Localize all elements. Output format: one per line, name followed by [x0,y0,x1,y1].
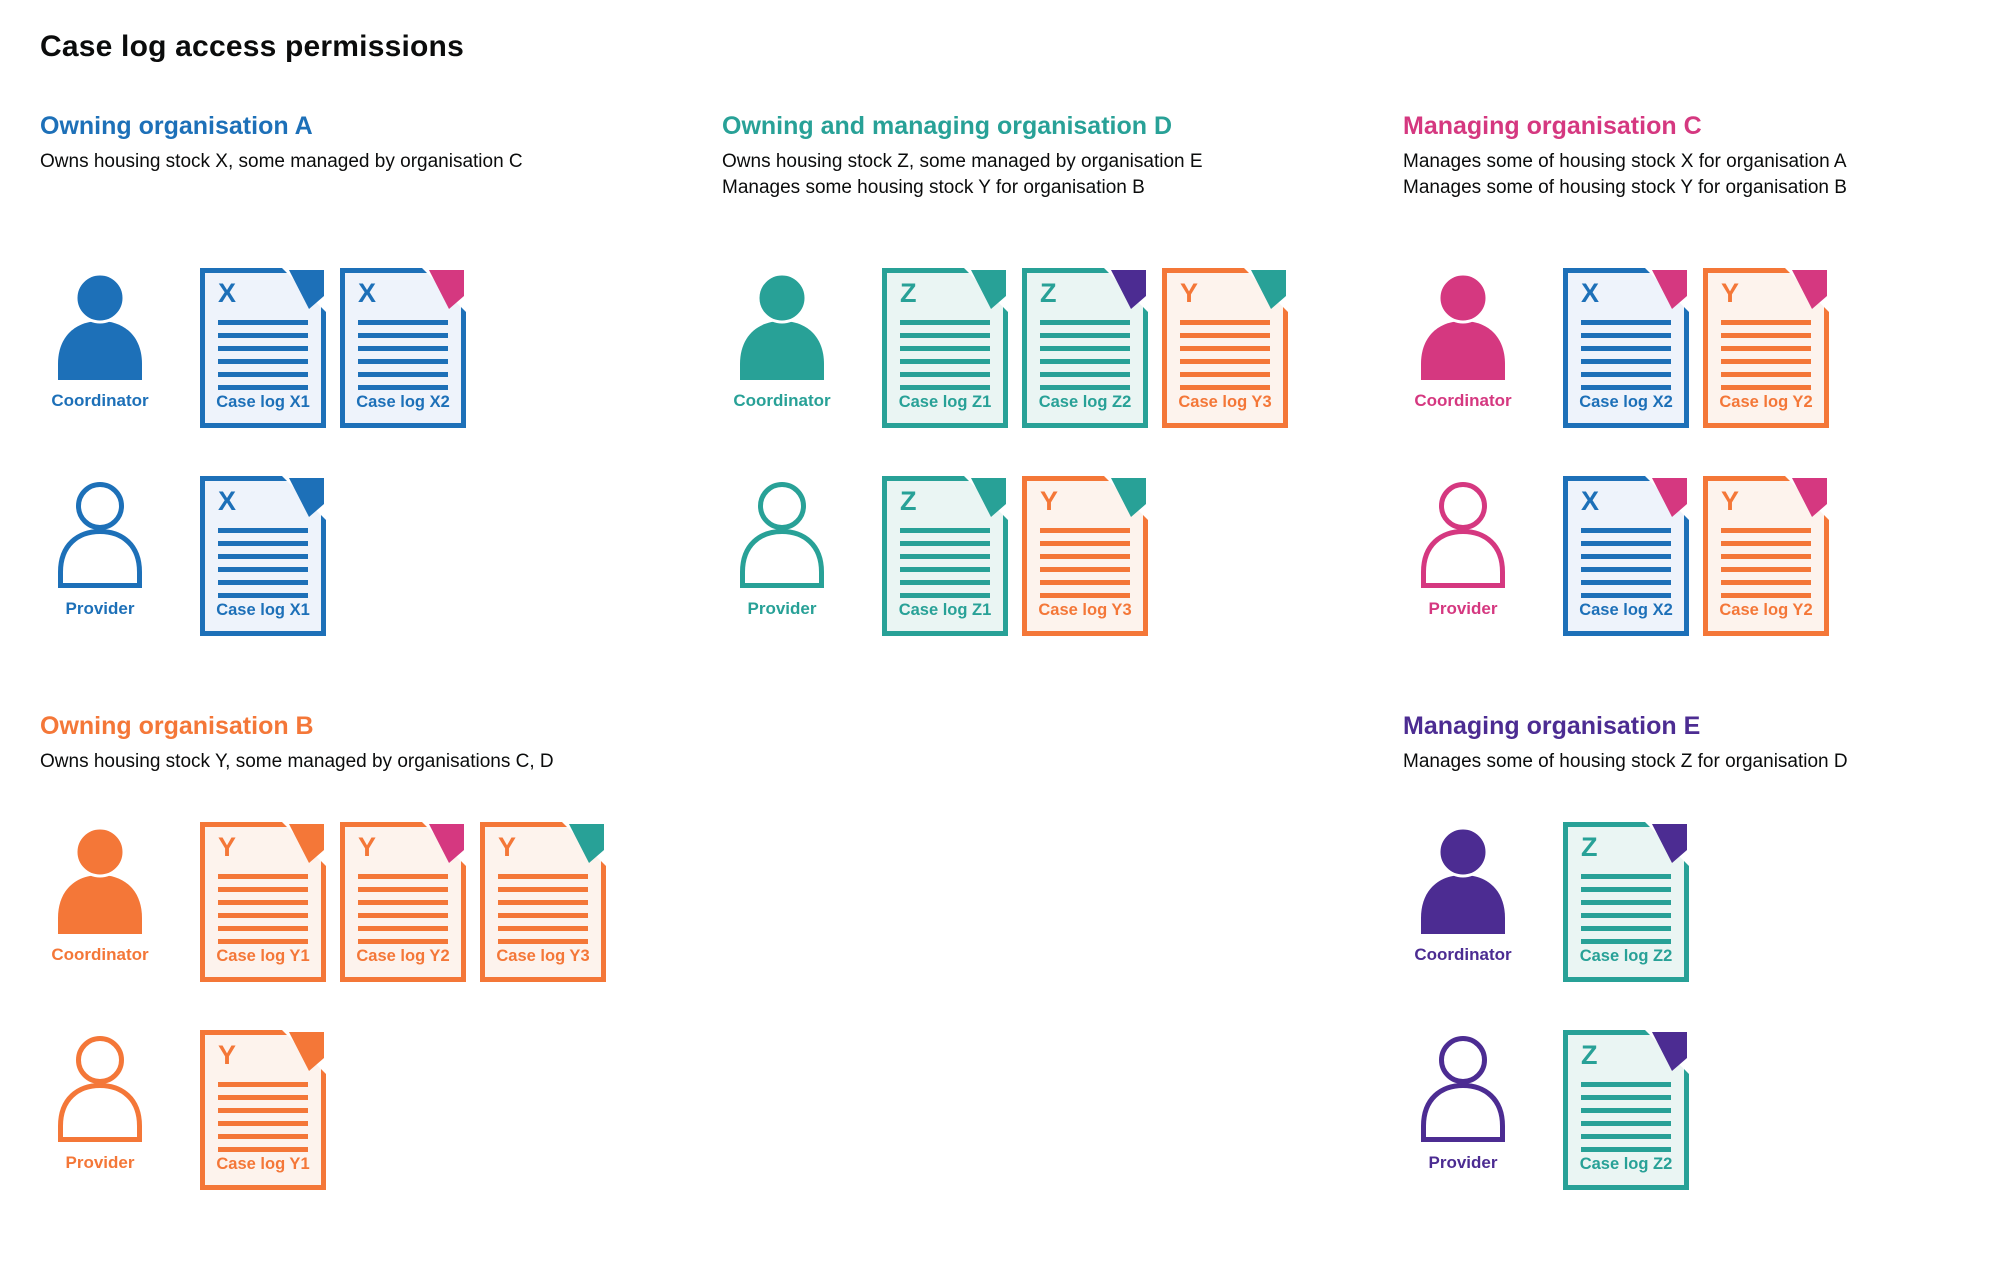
document-lines [218,528,308,598]
document-lines [498,874,588,944]
coordinator-icon [1415,274,1511,380]
coordinator-row [722,268,1288,428]
provider-row [722,476,1288,636]
doc-label: Case log Z2 [1579,1155,1673,1173]
folded-corner-icon [1104,268,1148,312]
document-lines [358,874,448,944]
folded-corner-icon [422,268,466,312]
folded-corner-icon [282,268,326,312]
folded-corner-icon [1785,268,1829,312]
folded-corner-icon [964,476,1008,520]
document-lines [1040,528,1130,598]
folded-corner-icon [422,822,466,866]
section-owning-org-a [40,112,700,619]
coordinator-persona [1403,828,1523,965]
document-lines [218,874,308,944]
section-description [722,149,1382,201]
provider-icon [1415,1036,1511,1142]
stock-letter: X [1581,278,1600,308]
provider-icon [52,1036,148,1142]
section-description: Owns housing stock X, some managed by organisation C [40,151,523,172]
stock-letter: Z [1581,832,1598,862]
doc-list [200,476,326,636]
coordinator-row [1403,268,1829,428]
doc-label: Case log Z1 [898,601,992,619]
role-label: Coordinator [51,391,149,410]
provider-persona [40,1036,160,1173]
description-line: Manages some housing stock Y for organisation B [722,177,1145,198]
doc-label: Case log Y1 [216,947,310,965]
document-lines [218,1082,308,1152]
role-label: Coordinator [51,945,149,964]
document-lines [1180,320,1270,390]
doc-list [882,268,1288,428]
section-owning-org-b [40,712,700,1173]
document-lines [358,320,448,390]
document-lines [1581,874,1671,944]
folded-corner-icon [964,268,1008,312]
doc-list [200,1030,326,1190]
coordinator-row [1403,822,1689,982]
permission-rows [722,268,1288,636]
stock-letter: X [358,278,377,308]
doc-case-log-x2 [340,268,466,428]
doc-label: Case log Y3 [496,947,590,965]
role-label: Coordinator [1414,945,1512,964]
description-line: Manages some of housing stock Y for organisation B [1403,177,1847,198]
section-heading: Managing organisation E [1403,712,1701,740]
doc-label: Case log Z1 [898,393,992,411]
doc-label: Case log Y3 [1178,393,1272,411]
doc-case-log-y2 [1703,268,1829,428]
doc-label: Case log X2 [1579,393,1673,411]
folded-corner-icon [1645,822,1689,866]
stock-letter: Z [1581,1040,1598,1070]
doc-label: Case log Y2 [1719,601,1813,619]
stock-letter: Z [900,278,917,308]
document-lines [1581,320,1671,390]
permission-rows [40,822,606,1190]
permission-rows [1403,268,1829,636]
doc-label: Case log Z2 [1579,947,1673,965]
folded-corner-icon [1104,476,1148,520]
stock-letter: Y [218,1040,237,1070]
folded-corner-icon [1645,476,1689,520]
document-lines [218,320,308,390]
folded-corner-icon [1244,268,1288,312]
section-managing-org-c [1403,112,1993,619]
doc-case-log-z1 [882,268,1008,428]
provider-row [1403,476,1829,636]
provider-persona [40,482,160,619]
section-description [1403,149,1993,201]
role-label: Provider [1428,599,1498,618]
role-label: Provider [65,599,135,618]
stock-letter: Y [1721,486,1740,516]
coordinator-persona [722,274,842,411]
section-description: Owns housing stock Y, some managed by organisations C, D [40,751,554,772]
permission-rows [1403,822,1689,1190]
doc-case-log-y1 [200,1030,326,1190]
coordinator-persona [40,274,160,411]
doc-label: Case log Z2 [1038,393,1132,411]
description-line: Manages some of housing stock X for organisation A [1403,151,1847,172]
section-heading: Owning organisation B [40,712,314,740]
coordinator-icon [52,828,148,934]
section-heading: Owning organisation A [40,112,313,140]
doc-list [200,822,606,982]
provider-row [40,476,466,636]
coordinator-icon [1415,828,1511,934]
provider-icon [52,482,148,588]
document-lines [1040,320,1130,390]
doc-list [1563,1030,1689,1190]
doc-label: Case log X1 [216,601,310,619]
document-lines [1721,320,1811,390]
page-title: Case log access permissions [40,30,464,63]
provider-row [1403,1030,1689,1190]
stock-letter: Y [218,832,237,862]
stock-letter: Y [358,832,377,862]
role-label: Provider [747,599,817,618]
section-heading: Owning and managing organisation D [722,112,1173,140]
stock-letter: X [1581,486,1600,516]
stock-letter: Z [1040,278,1057,308]
doc-case-log-y3 [480,822,606,982]
provider-persona [1403,1036,1523,1173]
folded-corner-icon [282,1030,326,1074]
stock-letter: X [218,278,237,308]
doc-case-log-y3 [1022,476,1148,636]
doc-case-log-z2 [1022,268,1148,428]
document-lines [900,320,990,390]
doc-label: Case log X2 [356,393,450,411]
doc-label: Case log Y1 [216,1155,310,1173]
section-managing-org-e [1403,712,1993,1173]
doc-list [1563,268,1829,428]
section-owning-managing-org-d [722,112,1382,619]
folded-corner-icon [562,822,606,866]
coordinator-icon [52,274,148,380]
coordinator-persona [1403,274,1523,411]
doc-list [1563,476,1829,636]
document-lines [1581,1082,1671,1152]
stock-letter: Y [1040,486,1059,516]
coordinator-row [40,822,606,982]
doc-case-log-y2 [340,822,466,982]
doc-label: Case log X1 [216,393,310,411]
folded-corner-icon [1645,1030,1689,1074]
doc-case-log-x2 [1563,476,1689,636]
coordinator-icon [734,274,830,380]
document-lines [900,528,990,598]
doc-case-log-x1 [200,268,326,428]
stock-letter: Y [498,832,517,862]
description-line: Owns housing stock Z, some managed by organisation E [722,151,1203,172]
role-label: Provider [65,1153,135,1172]
coordinator-row [40,268,466,428]
doc-list [1563,822,1689,982]
provider-persona [722,482,842,619]
doc-case-log-y1 [200,822,326,982]
provider-row [40,1030,606,1190]
provider-icon [1415,482,1511,588]
doc-case-log-y2 [1703,476,1829,636]
doc-case-log-z2 [1563,1030,1689,1190]
folded-corner-icon [1645,268,1689,312]
coordinator-persona [40,828,160,965]
doc-label: Case log X2 [1579,601,1673,619]
folded-corner-icon [282,822,326,866]
doc-case-log-x1 [200,476,326,636]
stock-letter: X [218,486,237,516]
document-lines [1581,528,1671,598]
doc-list [200,268,466,428]
permission-rows [40,268,466,636]
doc-label: Case log Y2 [356,947,450,965]
folded-corner-icon [1785,476,1829,520]
doc-case-log-z2 [1563,822,1689,982]
provider-icon [734,482,830,588]
stock-letter: Y [1721,278,1740,308]
folded-corner-icon [282,476,326,520]
role-label: Provider [1428,1153,1498,1172]
provider-persona [1403,482,1523,619]
doc-case-log-x2 [1563,268,1689,428]
section-heading: Managing organisation C [1403,112,1702,140]
document-lines [1721,528,1811,598]
stock-letter: Y [1180,278,1199,308]
doc-case-log-z1 [882,476,1008,636]
doc-label: Case log Y3 [1038,601,1132,619]
doc-list [882,476,1148,636]
doc-label: Case log Y2 [1719,393,1813,411]
section-description: Manages some of housing stock Z for organisation D [1403,751,1848,772]
role-label: Coordinator [1414,391,1512,410]
stock-letter: Z [900,486,917,516]
doc-case-log-y3 [1162,268,1288,428]
role-label: Coordinator [733,391,831,410]
